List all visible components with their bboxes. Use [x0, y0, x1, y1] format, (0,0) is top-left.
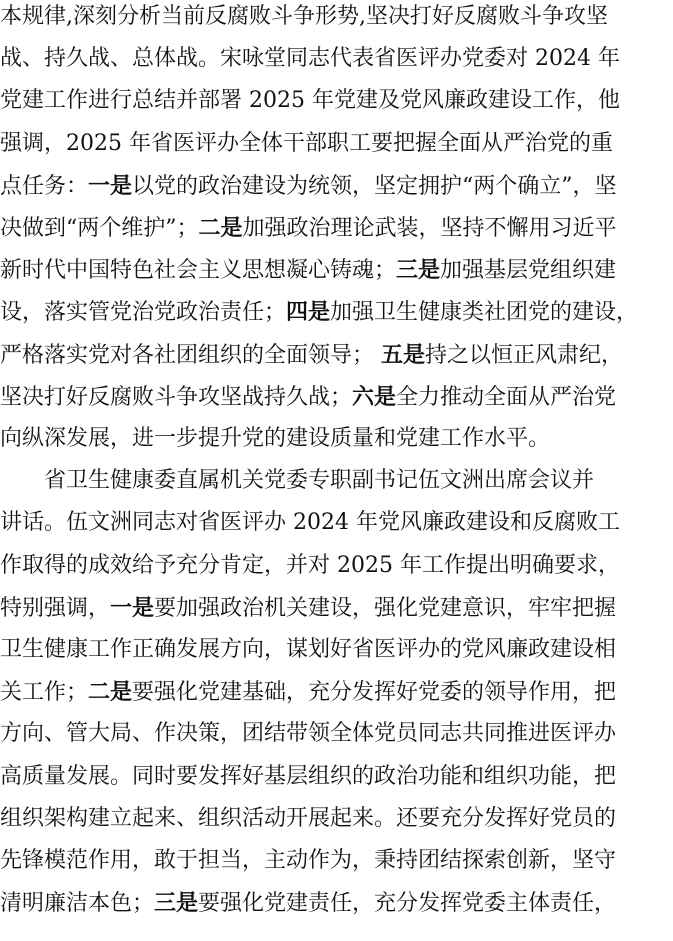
text-segment: 高质量发展。同时要发挥好基层组织的政治功能和组织功能，把: [0, 763, 617, 789]
text-segment: 本规律,深刻分析当前反腐败斗争形势,坚决打好反腐败斗争攻坚: [0, 4, 608, 29]
text-line: [0, 506, 673, 540]
text-segment: 要强化党建基础，充分发挥好党委的领导作用，把: [132, 680, 617, 706]
text-segment: 要强化党建责任，充分发挥党委主体责任，: [198, 891, 617, 917]
text-segment: 全力推动全面从严治党: [396, 384, 617, 410]
text-line: [0, 760, 673, 794]
text-line: [0, 42, 673, 76]
text-line: [44, 464, 673, 498]
text-segment: 加强卫生健康类社团党的建设，: [330, 300, 639, 326]
text-segment: 讲话。伍文洲同志对省医评办 2024 年党风廉政建设和反腐败工: [0, 510, 620, 536]
text-segment: 严格落实党对各社团组织的全面领导；: [0, 342, 381, 368]
text-line: [0, 675, 673, 709]
text-line: [0, 591, 673, 625]
text-line: [0, 380, 673, 414]
text-segment: 新时代中国特色社会主义思想凝心铸魂；: [0, 258, 397, 284]
text-line: [0, 253, 673, 287]
text-segment: 卫生健康工作正确发展方向，谋划好省医评办的党风廉政建设相: [0, 637, 617, 662]
text-line: [0, 802, 673, 836]
text-line: [0, 717, 673, 751]
text-line: [0, 211, 673, 245]
bold-enumerator: 二是: [88, 679, 133, 706]
text-segment: 特别强调，: [0, 595, 111, 621]
text-segment: 清明廉洁本色；: [0, 891, 155, 917]
bold-enumerator: 三是: [154, 890, 199, 917]
bold-enumerator: 二是: [198, 215, 243, 241]
text-line: [0, 169, 673, 203]
text-segment: 关工作；: [0, 680, 89, 706]
text-segment: 党建工作进行总结并部署 2025 年党建及党风廉政建设工作，他: [0, 88, 620, 114]
text-segment: 战、持久战、总体战。宋咏堂同志代表省医评办党委对 2024 年: [0, 46, 620, 72]
text-segment: 坚决打好反腐败斗争攻坚战持久战；: [0, 384, 353, 410]
bold-enumerator: 一是: [88, 172, 133, 199]
text-line: [0, 422, 673, 456]
text-line: [0, 0, 673, 34]
bold-enumerator: 五是: [381, 341, 426, 368]
text-segment: 方向、管大局、作决策，团结带领全体党员同志共同推进医评办: [0, 721, 617, 747]
text-segment: 作取得的成效给予充分肯定，并对 2025 年工作提出明确要求，: [0, 552, 620, 578]
text-segment: 省卫生健康委直属机关党委专职副书记伍文洲出席会议并: [44, 468, 595, 494]
text-segment: 点任务：: [0, 173, 89, 199]
text-segment: 加强政治理论武装，坚持不懈用习近平: [242, 216, 617, 241]
text-segment: 要加强政治机关建设，强化党建意识，牢牢把握: [154, 595, 617, 621]
bold-enumerator: 三是: [396, 257, 441, 284]
text-segment: 加强基层党组织建: [440, 258, 617, 284]
text-line: [0, 549, 673, 583]
bold-enumerator: 六是: [352, 383, 397, 410]
text-segment: 设，落实管党治党政治责任；: [0, 300, 287, 326]
text-segment: 先锋模范作用，敢于担当，主动作为，秉持团结探索创新，坚守: [0, 848, 617, 873]
text-line: [0, 295, 673, 329]
bold-enumerator: 四是: [286, 299, 331, 326]
text-segment: 决做到“两个维护”；: [0, 216, 199, 241]
bold-enumerator: 一是: [110, 594, 155, 621]
text-line: [0, 84, 673, 118]
text-segment: 强调，2025 年省医评办全体干部职工要把握全面从严治党的重: [0, 130, 613, 156]
text-line: [0, 633, 673, 667]
text-segment: 以党的政治建设为统领，坚定拥护“两个确立”，坚: [132, 173, 617, 199]
text-segment: 向纵深发展，进一步提升党的建设质量和党建工作水平。: [0, 426, 551, 451]
text-segment: 组织架构建立起来、组织活动开展起来。还要充分发挥好党员的: [0, 805, 617, 831]
text-line: [0, 338, 673, 372]
text-line: [0, 127, 673, 161]
text-line: [0, 844, 673, 878]
text-segment: 持之以恒正风肃纪，: [425, 342, 624, 368]
text-line: [0, 886, 673, 920]
